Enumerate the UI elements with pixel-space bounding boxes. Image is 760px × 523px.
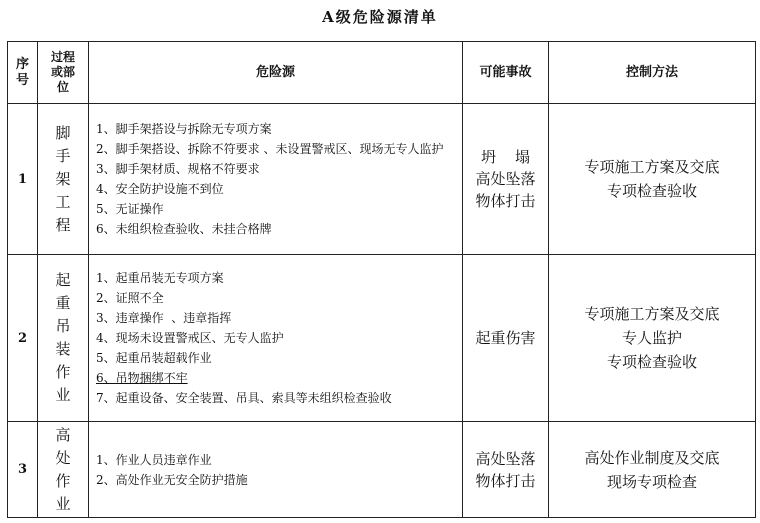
header-row	[8, 42, 756, 104]
row-number: 1	[8, 104, 38, 255]
table-row	[8, 255, 756, 422]
hazard-table	[7, 41, 756, 518]
hazard-item: 6、吊物捆绑不牢	[96, 371, 188, 385]
row-number: 2	[8, 255, 38, 422]
hazard-item: 5、无证操作	[96, 202, 164, 216]
hazard-item: 4、安全防护设施不到位	[96, 182, 224, 196]
hazard-item: 7、起重设备、安全装置、吊具、索具等未组织检查验收	[96, 391, 392, 405]
table-row	[8, 104, 756, 255]
control-item: 专项检查验收	[606, 182, 697, 200]
control-item: 专人监护	[621, 329, 682, 347]
row-number: 3	[8, 422, 38, 518]
accident-item: 起重伤害	[475, 329, 536, 347]
hazard-item: 3、违章操作 、违章指挥	[96, 311, 232, 325]
accident-item: 物体打击	[475, 471, 536, 490]
control-cell	[549, 255, 756, 422]
header-no: 序号	[8, 42, 38, 104]
control-cell	[549, 104, 756, 255]
hazard-item: 1、脚手架搭设与拆除无专项方案	[96, 122, 272, 136]
header-control: 控制方法	[549, 42, 756, 104]
control-item: 现场专项检查	[606, 472, 697, 491]
hazard-item: 2、脚手架搭设、拆除不符要求 、未设置警戒区、现场无专人监护	[96, 142, 444, 156]
control-item: 专项施工方案及交底	[584, 158, 720, 176]
accident-item: 高处坠落	[475, 170, 536, 188]
accident-item: 物体打击	[475, 192, 536, 210]
hazard-item: 1、作业人员违章作业	[96, 452, 212, 467]
hazard-item: 6、未组织检查验收、未挂合格牌	[96, 222, 272, 236]
process-cell: 高处作业	[38, 422, 89, 518]
hazard-list	[89, 104, 463, 255]
hazard-item: 5、起重吊装超载作业	[96, 351, 212, 365]
accident-cell	[463, 422, 549, 518]
hazard-list	[89, 255, 463, 422]
hazard-item: 2、高处作业无安全防护措施	[96, 472, 248, 487]
accident-cell	[463, 255, 549, 422]
hazard-item: 1、起重吊装无专项方案	[96, 271, 224, 285]
hazard-list	[89, 422, 463, 518]
hazard-item: 4、现场未设置警戒区、无专人监护	[96, 331, 284, 345]
accident-item: 坍 塌	[480, 148, 531, 166]
accident-item: 高处坠落	[475, 449, 536, 468]
document-title: A级危险源清单	[322, 8, 438, 26]
control-item: 高处作业制度及交底	[584, 448, 720, 467]
hazard-item: 3、脚手架材质、规格不符要求	[96, 162, 260, 176]
header-accident: 可能事故	[463, 42, 549, 104]
accident-cell	[463, 104, 549, 255]
table-row	[8, 422, 756, 518]
process-cell: 脚手架工程	[38, 104, 89, 255]
header-process: 过程或部位	[38, 42, 89, 104]
control-cell	[549, 422, 756, 518]
control-item: 专项检查验收	[606, 353, 697, 371]
header-hazard: 危险源	[89, 42, 463, 104]
process-cell: 起重吊装作业	[38, 255, 89, 422]
hazard-item: 2、证照不全	[96, 291, 164, 305]
control-item: 专项施工方案及交底	[584, 305, 720, 323]
